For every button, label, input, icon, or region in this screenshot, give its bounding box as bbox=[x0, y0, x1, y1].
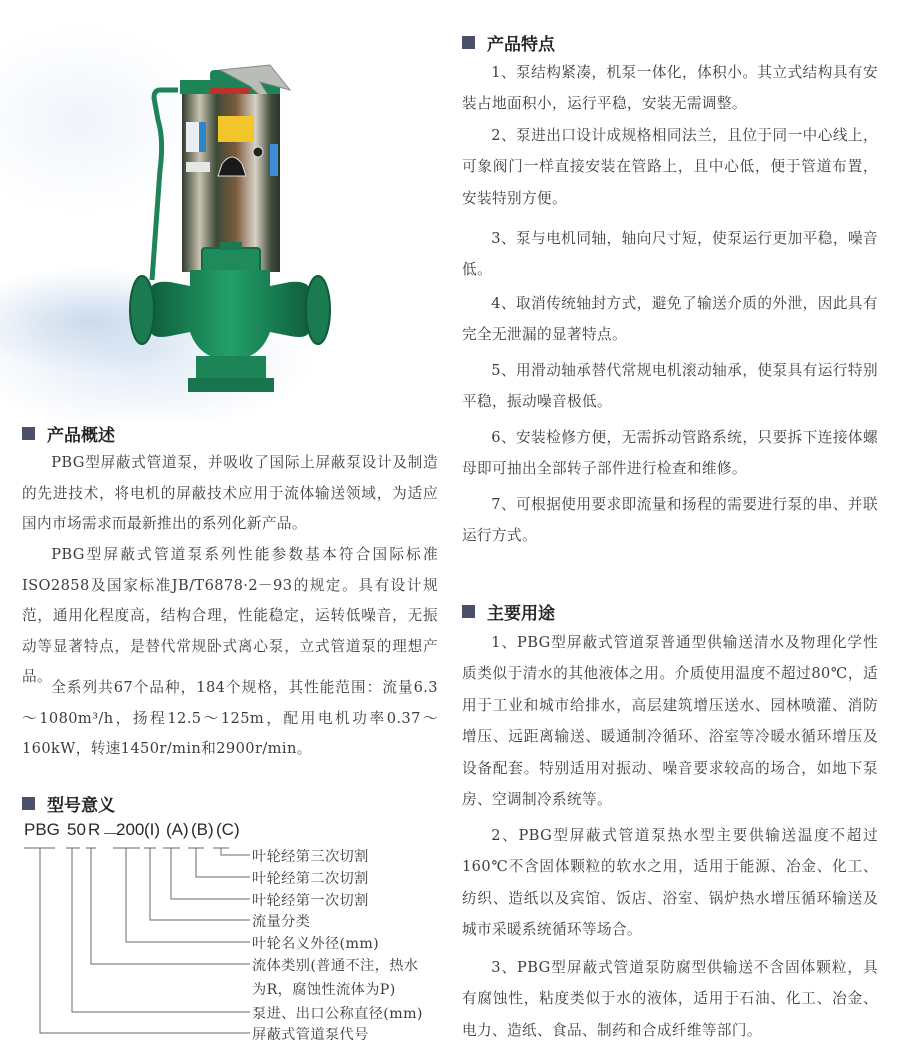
application-item-3: 3、PBG型屏蔽式管道泵防腐型供输送不含固体颗粒，具有腐蚀性，粘度类似于水的液体，适用于石油、化工、冶金、电力、造纸、食品、制药和合成纤维等部门。 bbox=[462, 959, 878, 1039]
code-part-cut-a: (A) bbox=[166, 820, 189, 839]
feature-item-7: 7、可根据使用要求即流量和扬程的需要进行泵的串、并联运行方式。 bbox=[462, 496, 878, 545]
feature-item-4: 4、取消传统轴封方式，避免了输送介质的外泄，因此具有完全无泄漏的显著特点。 bbox=[462, 295, 878, 344]
legend-fluid-type-cont: 为R，腐蚀性流体为P) bbox=[252, 982, 396, 998]
square-bullet-icon bbox=[22, 427, 35, 440]
legend-impeller-diameter: 叶轮名义外径(mm) bbox=[252, 936, 380, 952]
legend-cut-1: 叶轮经第一次切割 bbox=[252, 893, 369, 909]
features-title: 产品特点 bbox=[487, 35, 555, 55]
legend-nominal-diameter: 泵进、出口公称直径(mm) bbox=[252, 1006, 423, 1022]
legend-cut-3: 叶轮经第三次切割 bbox=[252, 849, 369, 865]
overview-paragraph-1: PBG型屏蔽式管道泵，并吸收了国际上屏蔽泵设计及制造的先进技术，将电机的屏蔽技术应用于流体输送领域，为适应国内市场需求而最新推出的系列化新产品。 bbox=[22, 454, 438, 532]
code-part-pbg: PBG bbox=[24, 820, 60, 839]
square-bullet-icon bbox=[22, 797, 35, 810]
feature-item-2: 2、泵进出口设计成规格相同法兰，且位于同一中心线上，可象阀门一样直接安装在管路上，且中心低，便于管道布置，安装特别方便。 bbox=[462, 127, 878, 207]
feature-item-3: 3、泵与电机同轴，轴向尺寸短，使泵运行更加平稳，噪音低。 bbox=[462, 230, 878, 279]
application-item-1: 1、PBG型屏蔽式管道泵普通型供输送清水及物理化学性质类似于清水的其他液体之用。介质使用温度不超过80℃，适用于工业和城市给排水，高层建筑增压送水、园林喷灌、消防增压、远距离输送、暖通制冷循环、浴室等冷暖水循环增压及设备配套。特别适用对振动、噪音要求较高的场合，如地下泵房、空调制冷系统等。 bbox=[462, 634, 878, 809]
square-bullet-icon bbox=[462, 36, 475, 49]
feature-item-5: 5、用滑动轴承替代常规电机滚动轴承，使泵具有运行特别平稳，振动噪音极低。 bbox=[462, 362, 878, 411]
overview-title: 产品概述 bbox=[47, 426, 115, 446]
model-diagram-lines bbox=[0, 840, 260, 1050]
code-part-cut-c: (C) bbox=[216, 820, 240, 839]
product-image-pump bbox=[120, 60, 340, 400]
section-title-applications bbox=[462, 599, 555, 624]
model-meaning-title: 型号意义 bbox=[47, 796, 115, 816]
code-part-flow-class: (I) bbox=[144, 820, 161, 839]
legend-fluid-type: 流体类别(普通不注，热水 bbox=[252, 958, 419, 974]
feature-item-6: 6、安装检修方便，无需拆动管路系统，只要拆下连接体螺母即可抽出全部转子部件进行检查和维修。 bbox=[462, 429, 878, 478]
section-title-overview bbox=[22, 421, 115, 446]
applications-title: 主要用途 bbox=[487, 604, 555, 624]
application-item-2: 2、PBG型屏蔽式管道泵热水型主要供输送温度不超过160℃不含固体颗粒的软水之用，适用于能源、冶金、化工、纺织、造纸以及宾馆、饭店、浴室、锅炉热水增压循环输送及城市采暖系统循环等场合。 bbox=[462, 827, 878, 939]
feature-item-1: 1、泵结构紧凑，机泵一体化，体积小。其立式结构具有安装占地面积小，运行平稳，安装无需调整。 bbox=[462, 64, 878, 113]
legend-series-code: 屏蔽式管道泵代号 bbox=[252, 1027, 369, 1043]
code-part-impeller-dia: 200 bbox=[116, 820, 145, 839]
legend-flow-class: 流量分类 bbox=[252, 914, 311, 930]
code-part-dash: － bbox=[102, 825, 119, 844]
section-title-model-meaning bbox=[22, 791, 115, 816]
legend-cut-2: 叶轮经第二次切割 bbox=[252, 871, 369, 887]
code-part-diameter: 50 bbox=[67, 820, 86, 839]
overview-paragraph-3: 全系列共67个品种，184个规格，其性能范围：流量6.3～1080m³/h，扬程12.5～125m，配用电机功率0.37～160kW，转速1450r/min和2900r/min。 bbox=[22, 679, 438, 757]
overview-paragraph-2: PBG型屏蔽式管道泵系列性能参数基本符合国际标准ISO2858及国家标准JB/T6878·2－93的规定。具有设计规范，通用化程度高，结构合理，性能稳定，运转低噪音，无振动等显著特点，是替代常规卧式离心泵，立式管道泵的理想产品。 bbox=[22, 546, 438, 685]
code-part-fluid-type: R bbox=[88, 820, 101, 839]
square-bullet-icon bbox=[462, 605, 475, 618]
section-title-features bbox=[462, 30, 555, 55]
code-part-cut-b: (B) bbox=[191, 820, 214, 839]
